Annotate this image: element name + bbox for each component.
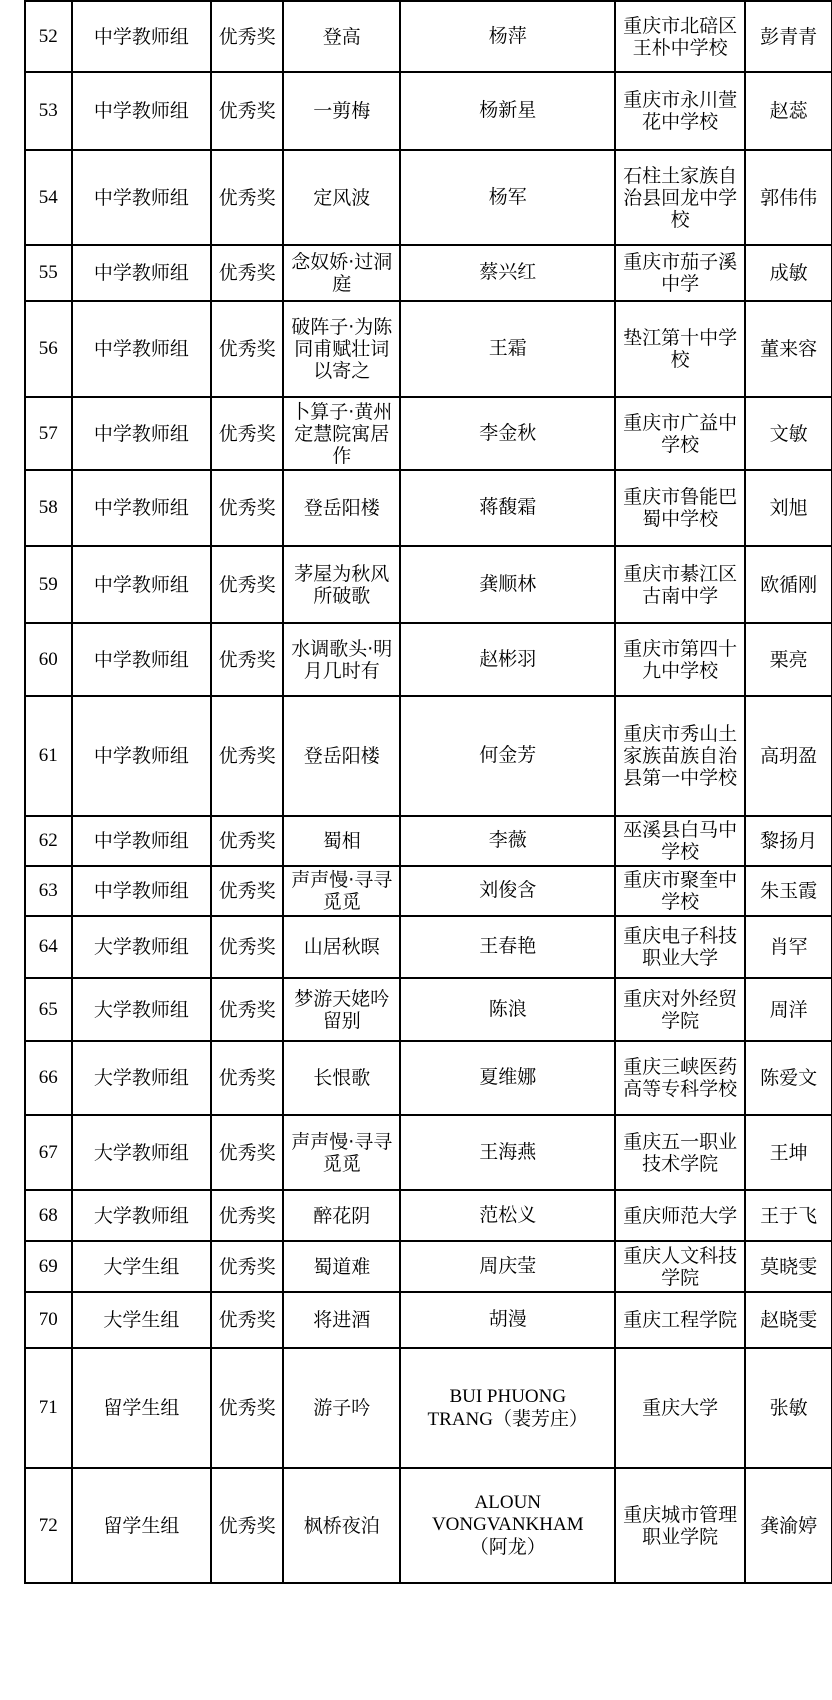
author-chinese-name: （裴芳庄）: [493, 1407, 589, 1430]
work-cell: 将进酒: [283, 1292, 400, 1348]
teacher-cell: 赵晓雯: [745, 1292, 832, 1348]
author-latin-name-2: TRANG: [427, 1408, 493, 1430]
award-cell: 优秀奖: [211, 1468, 283, 1583]
work-cell: 登岳阳楼: [283, 470, 400, 546]
author-cell: 杨新星: [400, 72, 615, 150]
work-cell: 登高: [283, 1, 400, 72]
row-number: 52: [25, 1, 72, 72]
unit-cell: 重庆城市管理职业学院: [615, 1468, 745, 1583]
unit-cell: 重庆市广益中学校: [615, 397, 745, 470]
unit-cell: 重庆市第四十九中学校: [615, 623, 745, 696]
group-cell: 中学教师组: [72, 696, 212, 816]
author-cell: 李金秋: [400, 397, 615, 470]
table-row: [25, 150, 832, 245]
author-cell: 胡漫: [400, 1292, 615, 1348]
author-cell: 王海燕: [400, 1115, 615, 1190]
group-cell: 大学生组: [72, 1241, 212, 1292]
table-row: [25, 470, 832, 546]
author-cell: 何金芳: [400, 696, 615, 816]
award-cell: 优秀奖: [211, 1292, 283, 1348]
unit-cell: 巫溪县白马中学校: [615, 816, 745, 866]
work-cell: 蜀道难: [283, 1241, 400, 1292]
row-number: 59: [25, 546, 72, 623]
author-cell: 王霜: [400, 301, 615, 397]
work-cell: 一剪梅: [283, 72, 400, 150]
teacher-cell: 成敏: [745, 245, 832, 301]
unit-cell: 重庆三峡医药高等专科学校: [615, 1041, 745, 1115]
author-cell: [400, 1468, 615, 1583]
teacher-cell: 朱玉霞: [745, 866, 832, 916]
author-cell: 杨军: [400, 150, 615, 245]
author-latin-name-2: VONGVANKHAM: [431, 1514, 584, 1535]
work-cell: 山居秋暝: [283, 916, 400, 978]
group-cell: 中学教师组: [72, 866, 212, 916]
group-cell: 中学教师组: [72, 301, 212, 397]
row-number: 60: [25, 623, 72, 696]
unit-cell: 重庆对外经贸学院: [615, 978, 745, 1041]
group-cell: 中学教师组: [72, 397, 212, 470]
table-row: [25, 978, 832, 1041]
work-cell: 声声慢·寻寻觅觅: [283, 1115, 400, 1190]
teacher-cell: 龚渝婷: [745, 1468, 832, 1583]
row-number: 67: [25, 1115, 72, 1190]
unit-cell: 重庆工程学院: [615, 1292, 745, 1348]
work-cell: 游子吟: [283, 1348, 400, 1468]
author-cell: 夏维娜: [400, 1041, 615, 1115]
author-cell: 范松义: [400, 1190, 615, 1241]
table-row: [25, 816, 832, 866]
group-cell: 中学教师组: [72, 245, 212, 301]
work-cell: 蜀相: [283, 816, 400, 866]
table-row: [25, 72, 832, 150]
unit-cell: 重庆师范大学: [615, 1190, 745, 1241]
row-number: 58: [25, 470, 72, 546]
group-cell: 大学教师组: [72, 978, 212, 1041]
unit-cell: 垫江第十中学校: [615, 301, 745, 397]
work-cell: 醉花阴: [283, 1190, 400, 1241]
teacher-cell: 郭伟伟: [745, 150, 832, 245]
awards-table: [24, 0, 832, 1584]
award-cell: 优秀奖: [211, 623, 283, 696]
group-cell: 中学教师组: [72, 816, 212, 866]
award-cell: 优秀奖: [211, 546, 283, 623]
work-cell: 枫桥夜泊: [283, 1468, 400, 1583]
unit-cell: 重庆市聚奎中学校: [615, 866, 745, 916]
group-cell: 大学教师组: [72, 1041, 212, 1115]
table-row: [25, 1, 832, 72]
award-cell: 优秀奖: [211, 470, 283, 546]
unit-cell: 石柱土家族自治县回龙中学校: [615, 150, 745, 245]
author-cell: [400, 1348, 615, 1468]
award-cell: 优秀奖: [211, 1041, 283, 1115]
work-cell: 念奴娇·过洞庭: [283, 245, 400, 301]
row-number: 69: [25, 1241, 72, 1292]
table-row: [25, 1041, 832, 1115]
award-cell: 优秀奖: [211, 1, 283, 72]
teacher-cell: 董来容: [745, 301, 832, 397]
award-cell: 优秀奖: [211, 816, 283, 866]
work-cell: 茅屋为秋风所破歌: [283, 546, 400, 623]
row-number: 57: [25, 397, 72, 470]
award-cell: 优秀奖: [211, 866, 283, 916]
teacher-cell: 王坤: [745, 1115, 832, 1190]
group-cell: 大学教师组: [72, 916, 212, 978]
author-cell: 蔡兴红: [400, 245, 615, 301]
work-cell: 登岳阳楼: [283, 696, 400, 816]
author-cell: 蒋馥霜: [400, 470, 615, 546]
teacher-cell: 赵蕊: [745, 72, 832, 150]
teacher-cell: 文敏: [745, 397, 832, 470]
teacher-cell: 肖罕: [745, 916, 832, 978]
group-cell: 留学生组: [72, 1468, 212, 1583]
table-row: [25, 916, 832, 978]
table-row: [25, 1190, 832, 1241]
teacher-cell: 陈爱文: [745, 1041, 832, 1115]
author-cell: 李薇: [400, 816, 615, 866]
row-number: 64: [25, 916, 72, 978]
teacher-cell: 莫晓雯: [745, 1241, 832, 1292]
teacher-cell: 张敏: [745, 1348, 832, 1468]
row-number: 62: [25, 816, 72, 866]
teacher-cell: 栗亮: [745, 623, 832, 696]
row-number: 55: [25, 245, 72, 301]
row-number: 63: [25, 866, 72, 916]
unit-cell: 重庆市秀山土家族苗族自治县第一中学校: [615, 696, 745, 816]
group-cell: 中学教师组: [72, 623, 212, 696]
work-cell: 长恨歌: [283, 1041, 400, 1115]
group-cell: 中学教师组: [72, 470, 212, 546]
award-cell: 优秀奖: [211, 1115, 283, 1190]
work-cell: 梦游天姥吟留别: [283, 978, 400, 1041]
unit-cell: 重庆市鲁能巴蜀中学校: [615, 470, 745, 546]
row-number: 72: [25, 1468, 72, 1583]
author-latin-name: BUI PHUONG: [449, 1385, 567, 1407]
award-cell: 优秀奖: [211, 1190, 283, 1241]
award-cell: 优秀奖: [211, 301, 283, 397]
work-cell: 定风波: [283, 150, 400, 245]
row-number: 53: [25, 72, 72, 150]
table-row: [25, 623, 832, 696]
table-row: [25, 301, 832, 397]
award-cell: 优秀奖: [211, 150, 283, 245]
row-number: 61: [25, 696, 72, 816]
award-cell: 优秀奖: [211, 72, 283, 150]
award-cell: 优秀奖: [211, 916, 283, 978]
work-cell: 声声慢·寻寻觅觅: [283, 866, 400, 916]
unit-cell: 重庆五一职业技术学院: [615, 1115, 745, 1190]
unit-cell: 重庆电子科技职业大学: [615, 916, 745, 978]
table-row: [25, 1292, 832, 1348]
table-row: [25, 1115, 832, 1190]
teacher-cell: 欧循刚: [745, 546, 832, 623]
group-cell: 大学生组: [72, 1292, 212, 1348]
work-cell: 卜算子·黄州定慧院寓居作: [283, 397, 400, 470]
award-cell: 优秀奖: [211, 397, 283, 470]
row-number: 65: [25, 978, 72, 1041]
award-cell: 优秀奖: [211, 978, 283, 1041]
table-row: [25, 1348, 832, 1468]
award-cell: 优秀奖: [211, 696, 283, 816]
author-cell: 杨萍: [400, 1, 615, 72]
group-cell: 中学教师组: [72, 546, 212, 623]
teacher-cell: 刘旭: [745, 470, 832, 546]
unit-cell: 重庆市茄子溪中学: [615, 245, 745, 301]
unit-cell: 重庆市北碚区王朴中学校: [615, 1, 745, 72]
row-number: 66: [25, 1041, 72, 1115]
author-chinese-name: （阿龙）: [469, 1536, 546, 1558]
row-number: 70: [25, 1292, 72, 1348]
unit-cell: 重庆大学: [615, 1348, 745, 1468]
teacher-cell: 彭青青: [745, 1, 832, 72]
unit-cell: 重庆人文科技学院: [615, 1241, 745, 1292]
author-cell: 刘俊含: [400, 866, 615, 916]
award-cell: 优秀奖: [211, 1348, 283, 1468]
group-cell: 留学生组: [72, 1348, 212, 1468]
group-cell: 中学教师组: [72, 72, 212, 150]
unit-cell: 重庆市綦江区古南中学: [615, 546, 745, 623]
table-row: [25, 866, 832, 916]
author-latin-name: ALOUN: [474, 1492, 542, 1513]
award-cell: 优秀奖: [211, 1241, 283, 1292]
row-number: 56: [25, 301, 72, 397]
author-cell: 陈浪: [400, 978, 615, 1041]
teacher-cell: 高玥盈: [745, 696, 832, 816]
group-cell: 大学教师组: [72, 1190, 212, 1241]
group-cell: 大学教师组: [72, 1115, 212, 1190]
author-cell: 赵彬羽: [400, 623, 615, 696]
author-cell: 龚顺林: [400, 546, 615, 623]
table-row: [25, 1241, 832, 1292]
table-row: [25, 245, 832, 301]
group-cell: 中学教师组: [72, 150, 212, 245]
table-row: [25, 696, 832, 816]
unit-cell: 重庆市永川萱花中学校: [615, 72, 745, 150]
author-cell: 周庆莹: [400, 1241, 615, 1292]
teacher-cell: 王于飞: [745, 1190, 832, 1241]
work-cell: 水调歌头·明月几时有: [283, 623, 400, 696]
award-cell: 优秀奖: [211, 245, 283, 301]
row-number: 71: [25, 1348, 72, 1468]
table-row: [25, 1468, 832, 1583]
table-row: [25, 397, 832, 470]
row-number: 54: [25, 150, 72, 245]
group-cell: 中学教师组: [72, 1, 212, 72]
table-row: [25, 546, 832, 623]
work-cell: 破阵子·为陈同甫赋壮词以寄之: [283, 301, 400, 397]
row-number: 68: [25, 1190, 72, 1241]
teacher-cell: 周洋: [745, 978, 832, 1041]
author-cell: 王春艳: [400, 916, 615, 978]
teacher-cell: 黎扬月: [745, 816, 832, 866]
